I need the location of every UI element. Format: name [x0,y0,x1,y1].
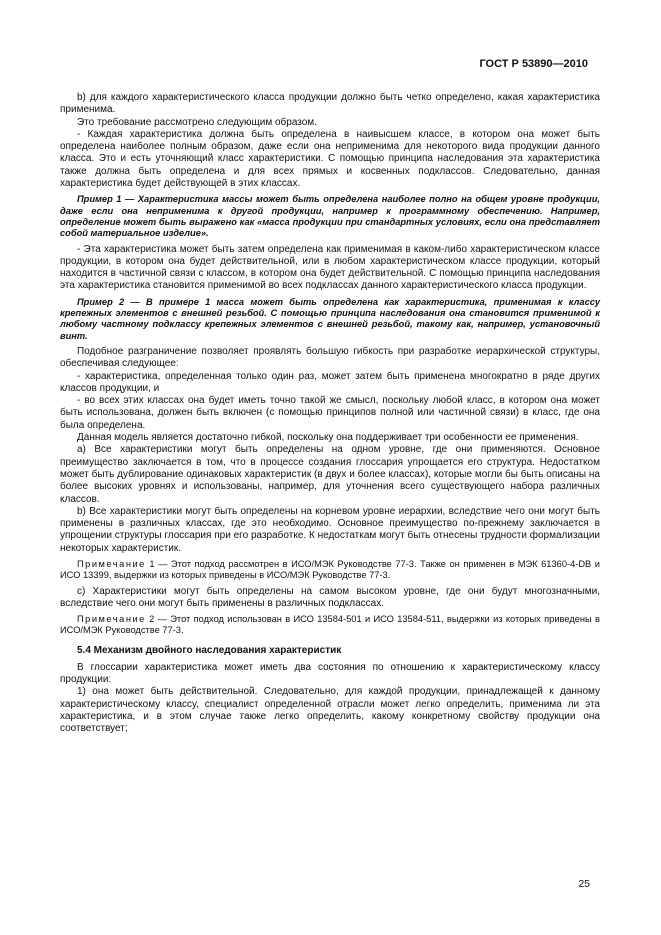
paragraph: В глоссарии характеристика может иметь два состояния по отношению к характеристическому классу продукции: [60,661,600,686]
note-2 [60,614,600,637]
paragraph: b) для каждого характеристического класса продукции должно быть четко определено, какая характеристика применима. [60,92,600,116]
paragraph: b) Все характеристики могут быть определены на корневом уровне иерархии, вследствие чего они могут быть применены в различных классах, где это необходимо. Основное преимущество по-прежнему заключается в упрощении структуры глоссария при его разработке. К недостаткам могут быть отнесены трудности формализации некоторых характеристик. [60,505,600,554]
paragraph: 1) она может быть действительной. Следовательно, для каждой продукции, принадлежащей к данному характеристическому классу, специалист определенной отрасли может легко определить, применима ли эта характеристика, и в этом случае также легко определить, какому конкретному свойству продукции она соответствует; [60,686,600,735]
paragraph: - во всех этих классах она будет иметь точно такой же смысл, поскольку любой класс, в котором она может быть использована, должен быть включен (с помощью принципов полной или частичной связи) в класс, где она была определена. [60,395,600,431]
paragraph: - характеристика, определенная только один раз, может затем быть применена многократно в ряде других классов продукции, и [60,370,600,394]
standard-number: ГОСТ Р 53890—2010 [479,58,588,70]
section-heading: 5.4 Механизм двойного наследования характеристик [77,644,342,656]
paragraph: Данная модель является достаточно гибкой, поскольку она поддерживает три особенности ее применения. [77,432,579,444]
page-body [60,92,600,736]
page-number: 25 [578,878,590,890]
paragraph: а) Все характеристики могут быть определены на одном уровне, где они применяются. Основное преимущество заключается в том, что в процессе создания глоссария упрощается его структура. Недостатком может быть дублирование одинаковых характеристик (в двух и более классах), которые могли бы быть описаны на более высоких уровнях и использованы, например, для уточнения всего существующего набора различных классов. [60,444,600,505]
note-1 [60,559,600,582]
paragraph: Подобное разграничение позволяет проявлять большую гибкость при разработке иерархической структуры, обеспечивая следующее: [60,345,600,370]
paragraph: - Эта характеристика может быть затем определена как применимая в каком-либо характеристическом классе продукции, в котором она будет действительной, или в любом характеристическом классе продукции, который находится в частичной связи с классом, в котором она будет действительной. С помощью принципа наследования эта характеристика становится применимой во всех подклассах данного характеристического класса продукции. [60,243,600,292]
note-label: Примечание [77,614,146,625]
paragraph: Это требование рассмотрено следующим образом. [77,116,317,128]
paragraph: c) Характеристики могут быть определены на самом высоком уровне, где они будут многозначными, вследствие чего они могут быть применены в различных подклассах. [60,585,600,609]
note-text: 2 — Этот подход использован в ИСО 13584-501 и ИСО 13584-511, выдержки из которых приведены в ИСО/МЭК Руководстве 77-3. [60,614,600,636]
paragraph: - Каждая характеристика должна быть определена в наивысшем классе, в котором она может быть определена наиболее полным образом, даже если она неприменима для некоторого вида продукции данного класса. Это и есть уточняющий класс характеристики. С помощью принципа наследования эта характеристика также должна быть определена и для всех прямых и косвенных подклассов. Следовательно, данная характеристика будет действующей в этих классах. [60,128,600,190]
note-text: 1 — Этот подход рассмотрен в ИСО/МЭК Руководстве 77-3. Также он применен в МЭК 61360-4-DB и ИСО 13399, выдержки из которых приведены в ИСО/МЭК Руководстве 77-3. [60,558,600,581]
note-label: Примечание [77,558,146,569]
example-2: Пример 2 — В примере 1 масса может быть определена как характеристика, применимая к классу крепежных элементов с внешней резьбой. С помощью принципа наследования она становится применимой к любому частному подклассу крепежных элементов с внешней резьбой, такому как, например, установочный винт. [60,296,600,341]
example-1: Пример 1 — Характеристика массы может быть определена наиболее полно на общем уровне продукции, даже если она неприменима к другой продукции, например к программному обеспечению. Например, определение может быть выражено как «масса продукции при стандартных условиях, если она представляет собой материальное изделие». [60,194,600,239]
